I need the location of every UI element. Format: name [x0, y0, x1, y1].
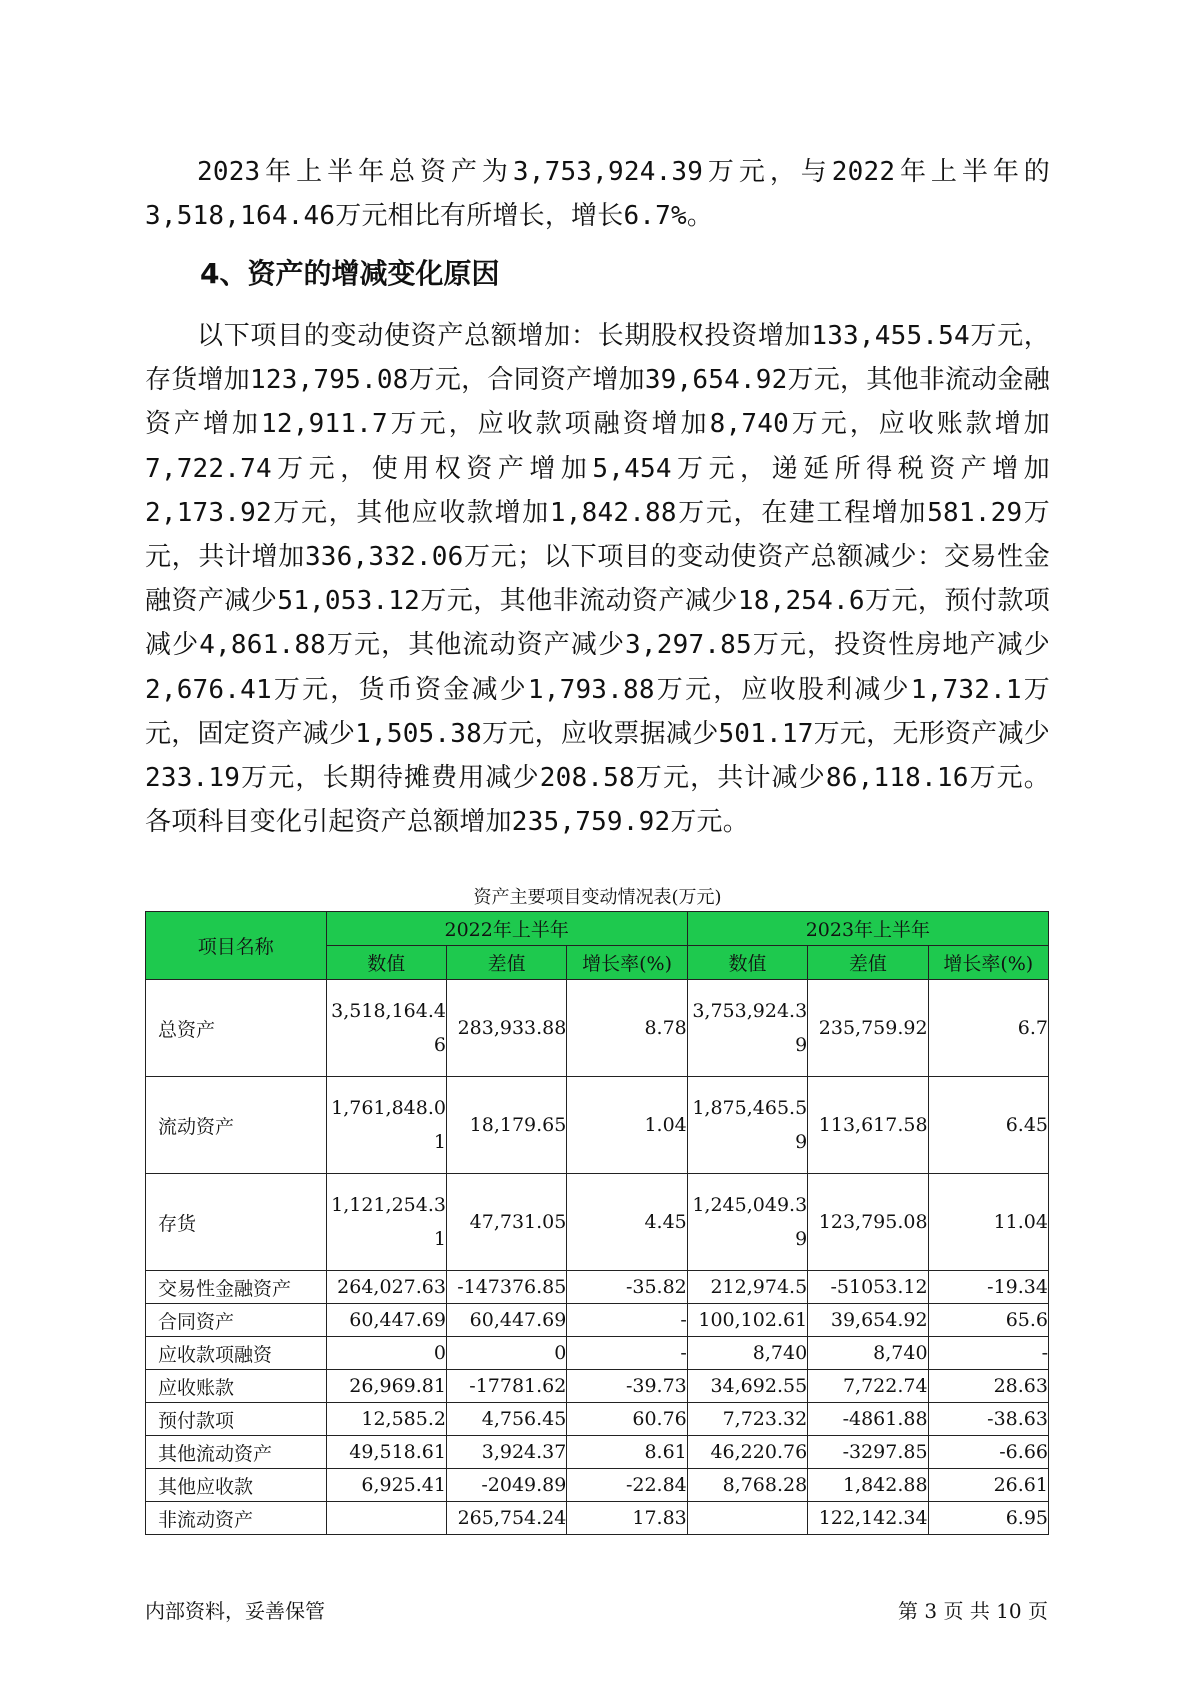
row-label: 非流动资产 — [146, 1502, 327, 1535]
cell-value-2023: 100,102.61 — [687, 1304, 807, 1337]
cell-rate-2022: 8.78 — [567, 980, 687, 1077]
cell-value-2023: 1,875,465.59 — [687, 1077, 807, 1174]
table-row — [146, 1304, 1049, 1337]
footer-page-number: 第 3 页 共 10 页 — [898, 1599, 1048, 1623]
table-caption: 资产主要项目变动情况表(万元) — [473, 887, 722, 908]
cell-diff-2022: 3,924.37 — [446, 1436, 566, 1469]
cell-diff-2023: 1,842.88 — [808, 1469, 928, 1502]
header-year-2023: 2023年上半年 — [687, 912, 1048, 946]
table-row — [146, 1271, 1049, 1304]
cell-value-2022: 60,447.69 — [326, 1304, 446, 1337]
cell-diff-2023: 113,617.58 — [808, 1077, 928, 1174]
cell-value-2023: 46,220.76 — [687, 1436, 807, 1469]
cell-value-2023: 7,723.32 — [687, 1403, 807, 1436]
cell-value-2023: 212,974.5 — [687, 1271, 807, 1304]
cell-diff-2023: -3297.85 — [808, 1436, 928, 1469]
table-row — [146, 1502, 1049, 1535]
cell-rate-2023: 28.63 — [928, 1370, 1048, 1403]
cell-value-2023: 1,245,049.39 — [687, 1174, 807, 1271]
cell-diff-2023: 235,759.92 — [808, 980, 928, 1077]
cell-rate-2023: 6.45 — [928, 1077, 1048, 1174]
table-row — [146, 1436, 1049, 1469]
header-diff-2022: 差值 — [446, 946, 566, 980]
row-label: 交易性金融资产 — [146, 1271, 327, 1304]
cell-diff-2022: 283,933.88 — [446, 980, 566, 1077]
row-label: 存货 — [146, 1174, 327, 1271]
header-diff-2023: 差值 — [808, 946, 928, 980]
change-reasons-paragraph: 以下项目的变动使资产总额增加：长期股权投资增加133,455.54万元，存货增加123,795.08万元，合同资产增加39,654.92万元，其他非流动金融资产增加12,911.7万元，应收款项融资增加8,740万元，应收账款增加7,722.74万元，使用权资产增加5,454万元，递延所得税资产增加2,173.92万元，其他应收款增加1,842.88万元，在建工程增加581.29万元，共计增加336,332.06万元；以下项目的变动使资产总额减少：交易性金融资产减少51,053.12万元，其他非流动资产减少18,254.6万元，预付款项减少4,861.88万元，其他流动资产减少3,297.85万元，投资性房地产减少2,676.41万元，货币资金减少1,793.88万元，应收股利减少1,732.1万元，固定资产减少1,505.38万元，应收票据减少501.17万元，无形资产减少233.19万元，长期待摊费用减少208.58万元，共计减少86,118.16万元。各项科目变化引起资产总额增加235,759.92万元。 — [145, 321, 1050, 838]
cell-rate-2022: 8.61 — [567, 1436, 687, 1469]
table-row — [146, 1077, 1049, 1174]
cell-diff-2022: 60,447.69 — [446, 1304, 566, 1337]
row-label: 预付款项 — [146, 1403, 327, 1436]
table-row — [146, 1337, 1049, 1370]
cell-rate-2022: -22.84 — [567, 1469, 687, 1502]
cell-rate-2023: 6.7 — [928, 980, 1048, 1077]
cell-rate-2023: - — [928, 1337, 1048, 1370]
cell-value-2022: 12,585.2 — [326, 1403, 446, 1436]
cell-value-2023: 8,740 — [687, 1337, 807, 1370]
header-value-2022: 数值 — [326, 946, 446, 980]
table-row — [146, 1174, 1049, 1271]
cell-diff-2022: 0 — [446, 1337, 566, 1370]
table-row — [146, 980, 1049, 1077]
cell-diff-2023: -51053.12 — [808, 1271, 928, 1304]
table-row — [146, 1469, 1049, 1502]
cell-diff-2023: 7,722.74 — [808, 1370, 928, 1403]
cell-value-2022 — [326, 1502, 446, 1535]
cell-value-2023: 34,692.55 — [687, 1370, 807, 1403]
asset-change-table — [145, 911, 1049, 1535]
cell-value-2022: 1,761,848.01 — [326, 1077, 446, 1174]
cell-value-2023: 3,753,924.39 — [687, 980, 807, 1077]
cell-diff-2023: 39,654.92 — [808, 1304, 928, 1337]
cell-diff-2022: 18,179.65 — [446, 1077, 566, 1174]
cell-diff-2022: -147376.85 — [446, 1271, 566, 1304]
cell-rate-2023: 11.04 — [928, 1174, 1048, 1271]
cell-diff-2023: 8,740 — [808, 1337, 928, 1370]
cell-rate-2023: -6.66 — [928, 1436, 1048, 1469]
cell-diff-2022: 47,731.05 — [446, 1174, 566, 1271]
cell-rate-2022: - — [567, 1337, 687, 1370]
row-label: 应收款项融资 — [146, 1337, 327, 1370]
cell-rate-2023: -38.63 — [928, 1403, 1048, 1436]
section-heading: 4、资产的增减变化原因 — [200, 257, 500, 290]
cell-value-2022: 1,121,254.31 — [326, 1174, 446, 1271]
footer-confidential-note: 内部资料，妥善保管 — [145, 1599, 325, 1623]
header-rate-2023: 增长率(%) — [928, 946, 1048, 980]
cell-value-2022: 264,027.63 — [326, 1271, 446, 1304]
cell-rate-2022: 4.45 — [567, 1174, 687, 1271]
cell-diff-2023: -4861.88 — [808, 1403, 928, 1436]
cell-rate-2022: - — [567, 1304, 687, 1337]
row-label: 合同资产 — [146, 1304, 327, 1337]
row-label: 其他流动资产 — [146, 1436, 327, 1469]
cell-value-2023: 8,768.28 — [687, 1469, 807, 1502]
summary-paragraph: 2023年上半年总资产为3,753,924.39万元，与2022年上半年的3,518,164.46万元相比有所增长，增长6.7%。 — [145, 157, 1050, 232]
header-year-2022: 2022年上半年 — [326, 912, 687, 946]
cell-rate-2022: 60.76 — [567, 1403, 687, 1436]
cell-diff-2023: 122,142.34 — [808, 1502, 928, 1535]
cell-value-2022: 0 — [326, 1337, 446, 1370]
cell-diff-2023: 123,795.08 — [808, 1174, 928, 1271]
cell-rate-2022: 17.83 — [567, 1502, 687, 1535]
cell-rate-2022: -39.73 — [567, 1370, 687, 1403]
cell-value-2023 — [687, 1502, 807, 1535]
cell-rate-2022: -35.82 — [567, 1271, 687, 1304]
cell-rate-2023: 26.61 — [928, 1469, 1048, 1502]
cell-diff-2022: -17781.62 — [446, 1370, 566, 1403]
cell-diff-2022: 265,754.24 — [446, 1502, 566, 1535]
cell-diff-2022: 4,756.45 — [446, 1403, 566, 1436]
cell-rate-2023: 6.95 — [928, 1502, 1048, 1535]
cell-value-2022: 3,518,164.46 — [326, 980, 446, 1077]
cell-value-2022: 6,925.41 — [326, 1469, 446, 1502]
row-label: 其他应收款 — [146, 1469, 327, 1502]
header-value-2023: 数值 — [687, 946, 807, 980]
cell-diff-2022: -2049.89 — [446, 1469, 566, 1502]
cell-rate-2022: 1.04 — [567, 1077, 687, 1174]
header-rate-2022: 增长率(%) — [567, 946, 687, 980]
row-label: 总资产 — [146, 980, 327, 1077]
row-label: 流动资产 — [146, 1077, 327, 1174]
header-item-name: 项目名称 — [146, 912, 327, 980]
cell-value-2022: 49,518.61 — [326, 1436, 446, 1469]
cell-rate-2023: -19.34 — [928, 1271, 1048, 1304]
table-row — [146, 1403, 1049, 1436]
cell-value-2022: 26,969.81 — [326, 1370, 446, 1403]
row-label: 应收账款 — [146, 1370, 327, 1403]
table-row — [146, 1370, 1049, 1403]
cell-rate-2023: 65.6 — [928, 1304, 1048, 1337]
